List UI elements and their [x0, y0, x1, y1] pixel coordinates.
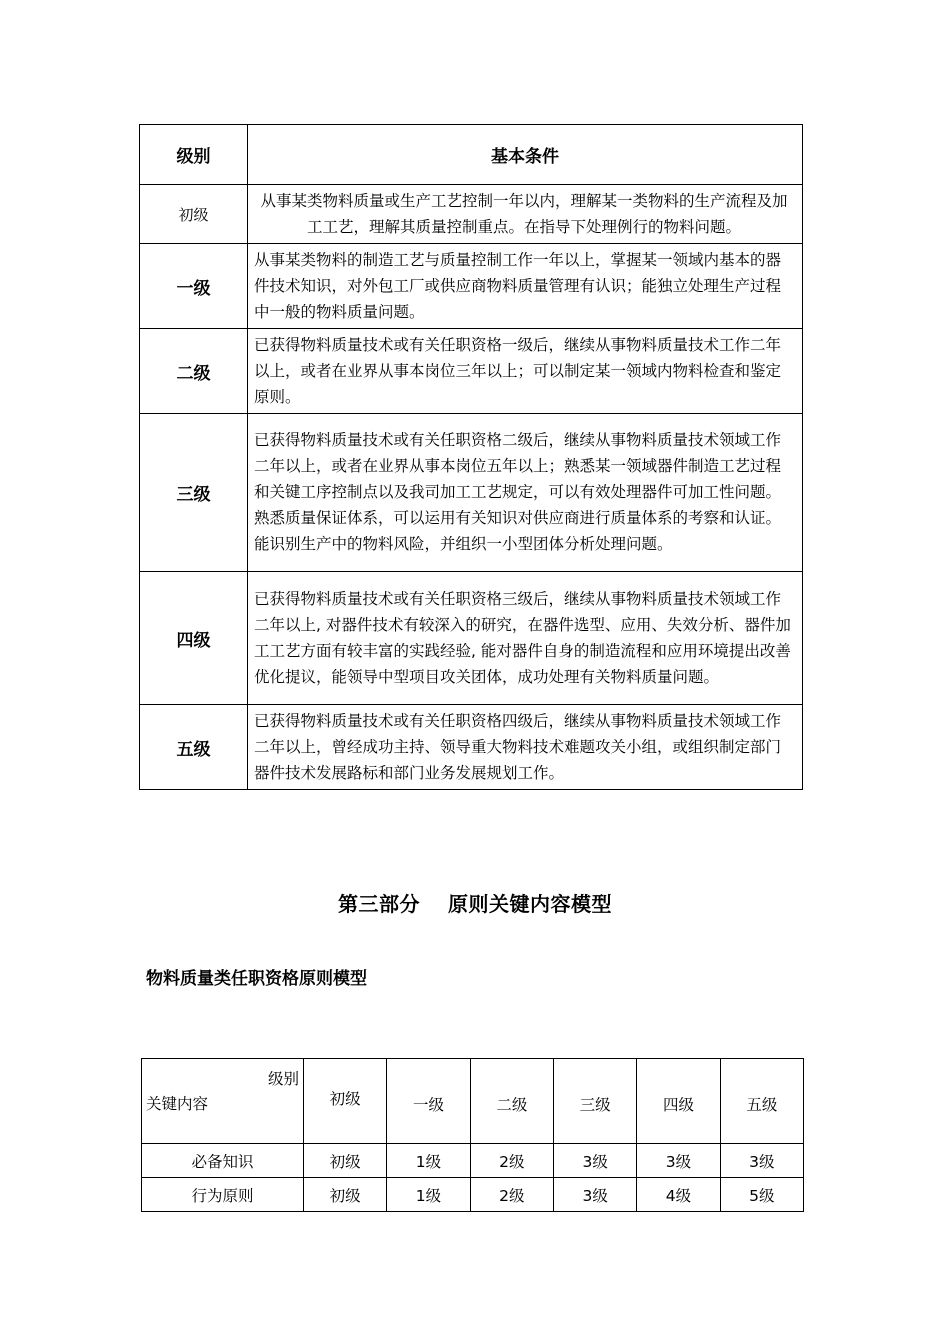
level-row-junior [140, 185, 803, 244]
level-row-2 [140, 329, 803, 414]
column-header: 二级 [470, 1059, 553, 1144]
table-cell: 2级 [470, 1144, 553, 1178]
level-row-3 [140, 414, 803, 572]
corner-cell [142, 1059, 304, 1144]
table-cell: 3级 [553, 1144, 636, 1178]
table-cell: 3级 [637, 1144, 720, 1178]
model-row-knowledge [142, 1144, 804, 1178]
corner-level-label: 级别 [267, 1070, 299, 1088]
table-cell: 初级 [304, 1178, 387, 1212]
sub-title: 物料质量类任职资格原则模型 [146, 969, 367, 989]
model-table [141, 1058, 804, 1212]
corner-content-label: 关键内容 [146, 1095, 209, 1113]
column-header: 四级 [637, 1059, 720, 1144]
header-level: 级别 [140, 125, 248, 185]
level-conditions: 从事某类物料质量或生产工艺控制一年以内，理解某一类物料的生产流程及加工工艺，理解其质量控制重点。在指导下处理例行的物料问题。 [248, 185, 803, 244]
table-cell: 1级 [387, 1144, 470, 1178]
table-cell: 初级 [304, 1144, 387, 1178]
row-label: 必备知识 [142, 1144, 304, 1178]
table-cell: 3级 [720, 1144, 803, 1178]
table-cell: 4级 [637, 1178, 720, 1212]
column-header: 五级 [720, 1059, 803, 1144]
column-header: 一级 [387, 1059, 470, 1144]
column-header: 三级 [553, 1059, 636, 1144]
level-name: 二级 [140, 329, 248, 414]
level-name: 初级 [140, 185, 248, 244]
level-name: 一级 [140, 244, 248, 329]
model-header-row [142, 1059, 804, 1144]
level-conditions: 已获得物料质量技术或有关任职资格三级后，继续从事物料质量技术领域工作二年以上, 对器件技术有较深入的研究，在器件选型、应用、失效分析、器件加工工艺方面有较丰富的实践经验, 能对器件自身的制造流程和应用环境提出改善优化提议，能领导中型项目攻关团体，成功处理有关物料质量问题。 [248, 572, 803, 705]
level-conditions: 已获得物料质量技术或有关任职资格四级后，继续从事物料质量技术领域工作二年以上，曾经成功主持、领导重大物料技术难题攻关小组，或组织制定部门器件技术发展路标和部门业务发展规划工作。 [248, 705, 803, 790]
level-row-4 [140, 572, 803, 705]
table-cell: 5级 [720, 1178, 803, 1212]
level-row-5 [140, 705, 803, 790]
header-conditions: 基本条件 [248, 125, 803, 185]
level-conditions: 已获得物料质量技术或有关任职资格二级后，继续从事物料质量技术领域工作二年以上，或者在业界从事本岗位五年以上；熟悉某一领域器件制造工艺过程和关键工序控制点以及我司加工工艺规定，可以有效处理器件可加工性问题。熟悉质量保证体系，可以运用有关知识对供应商进行质量体系的考察和认证。能识别生产中的物料风险，并组织一小型团体分析处理问题。 [248, 414, 803, 572]
level-conditions: 从事某类物料的制造工艺与质量控制工作一年以上，掌握某一领域内基本的器件技术知识，对外包工厂或供应商物料质量管理有认识；能独立处理生产过程中一般的物料质量问题。 [248, 244, 803, 329]
row-label: 行为原则 [142, 1178, 304, 1212]
model-row-behavior [142, 1178, 804, 1212]
level-name: 四级 [140, 572, 248, 705]
column-header: 初级 [304, 1059, 387, 1144]
levels-table [139, 124, 803, 790]
level-name: 五级 [140, 705, 248, 790]
level-row-1 [140, 244, 803, 329]
table-cell: 3级 [553, 1178, 636, 1212]
level-name: 三级 [140, 414, 248, 572]
table-cell: 2级 [470, 1178, 553, 1212]
level-conditions: 已获得物料质量技术或有关任职资格一级后，继续从事物料质量技术工作二年以上，或者在业界从事本岗位三年以上；可以制定某一领域内物料检查和鉴定原则。 [248, 329, 803, 414]
table-cell: 1级 [387, 1178, 470, 1212]
section-title: 第三部分 原则关键内容模型 [338, 892, 612, 916]
levels-header-row [140, 125, 803, 185]
